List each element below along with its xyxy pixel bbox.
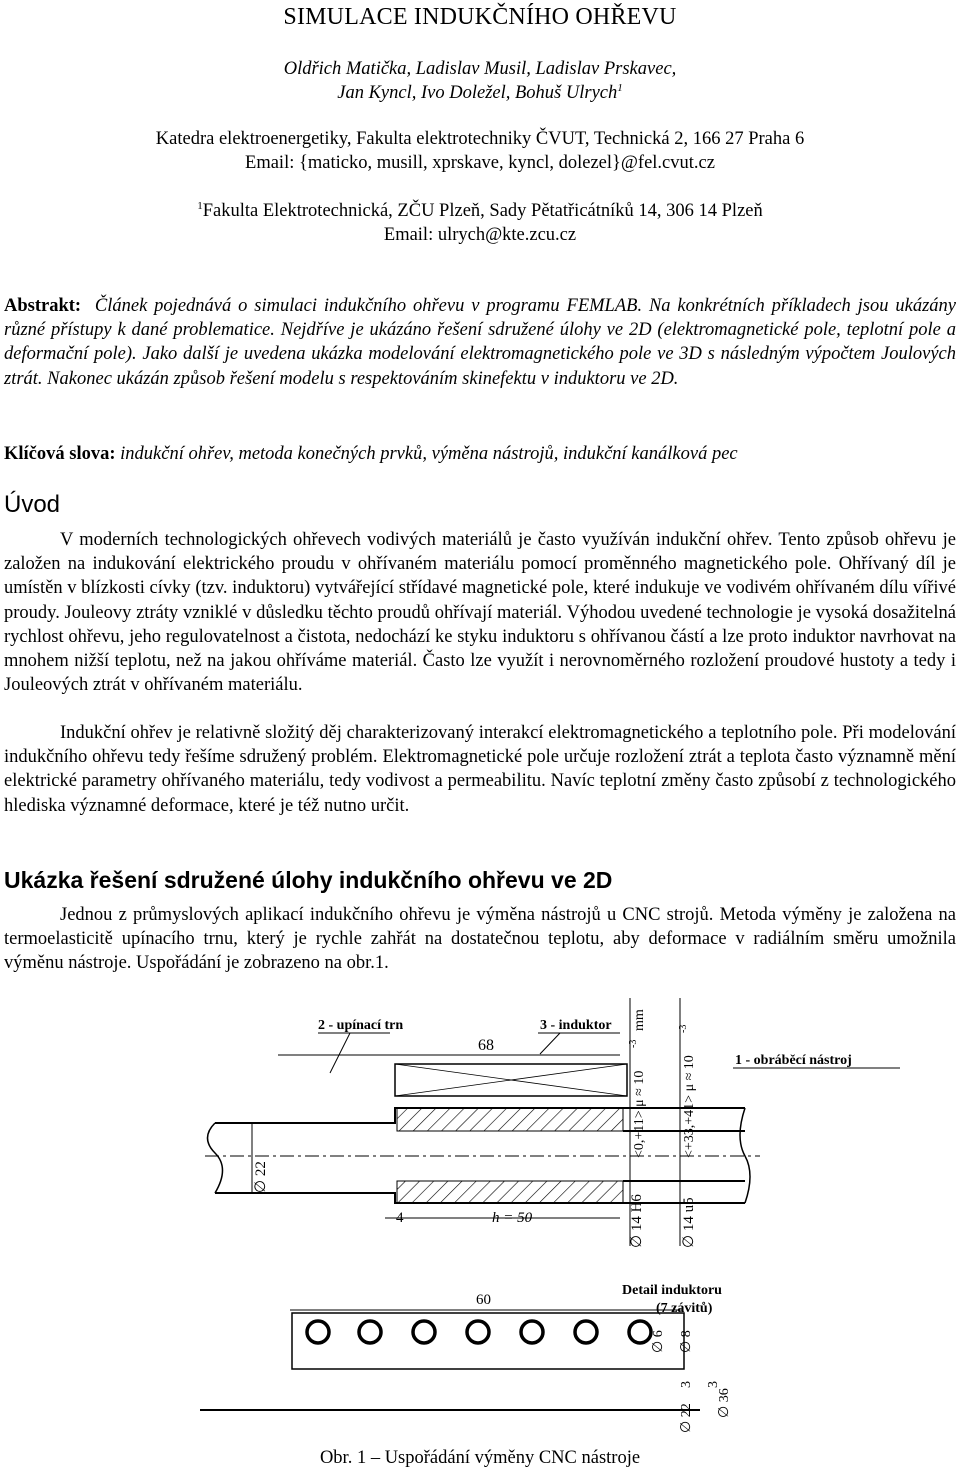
leader-trn-2 — [330, 1033, 350, 1073]
dim-14u5: ∅ 14 u5 — [681, 1197, 697, 1248]
affiliation-2-sup: 1 — [197, 199, 203, 212]
turn-2 — [359, 1321, 381, 1343]
abstract — [4, 294, 956, 391]
keywords-text: indukční ohřev, metoda konečných prvků, výměna nástrojů, indukční kanálková pec — [120, 444, 738, 464]
detail-turns — [307, 1321, 651, 1343]
dim-3b: 3 — [706, 1381, 721, 1388]
authors-sup: 1 — [617, 81, 623, 94]
authors — [0, 57, 960, 105]
affiliation-2 — [0, 199, 960, 247]
authors-line2: Jan Kyncl, Ivo Doležel, Bohuš Ulrych — [337, 83, 618, 103]
turn-3 — [413, 1321, 435, 1343]
tolerance-a-unit: mm — [632, 1009, 647, 1031]
tolerance-a — [628, 1009, 647, 1158]
keywords-label: Klíčová slova: — [4, 444, 116, 464]
dim-8: ∅ 8 — [679, 1330, 694, 1353]
detail-title: Detail induktoru — [622, 1283, 722, 1298]
turn-1 — [307, 1321, 329, 1343]
tolerance-a-exp: -3 — [628, 1039, 639, 1048]
dim-60: 60 — [476, 1292, 491, 1308]
turn-7 — [629, 1321, 651, 1343]
keywords — [4, 442, 956, 466]
mandrel-hatch-2 — [397, 1181, 623, 1203]
intro-paragraph-1: V moderních technologických ohřevech vodivých materiálů je často využíván indukční ohřev. Tento způsob ohřevu je založen na indukování elektrického proudu v ohřívaném materiálu pomocí proměnného magnetického pole. Ohřívaný díl je umístěn v blízkosti cívky (tzv. induktoru) vytvářející střídavé magnetické pole, které indukuje ve vodivém ohřívaném dílu vířivé proudy. Jouleovy ztráty vzniklé v důsledku těchto proudů ohřívají materiál. Výhodou uvedené technologie je vysoká dosažitelná rychlost ohřevu, jeho regulovatelnost a čistota, nedochází ke styku induktoru s ohřívanou částí a lze proto induktor navrhovat na mnohem nižší teplotu, než na jakou ohříváme materiál. Často lze využít i nerovnoměrného rozložení proudové hustoty a tedy i Jouleových ztrát v ohřívaném materiálu. — [4, 530, 956, 696]
label-induktor: 3 - induktor — [540, 1018, 612, 1033]
affiliation-2-email: Email: ulrych@kte.zcu.cz — [383, 225, 577, 245]
label-upinaci-trn: 2 - upínací trn — [318, 1018, 404, 1033]
label-nastroj: 1 - obráběcí nástroj — [735, 1053, 852, 1068]
paper-title: SIMULACE INDUKČNÍHO OHŘEVU — [283, 4, 677, 30]
dim-6: ∅ 6 — [651, 1330, 666, 1353]
affiliation-1-line1: Katedra elektroenergetiky, Fakulta elektrotechniky ČVUT, Technická 2, 166 27 Praha 6 — [155, 129, 805, 149]
figure-cnc-tool-change — [0, 978, 960, 1440]
leader-induktor-2 — [540, 1033, 560, 1054]
figure-caption: Obr. 1 – Uspořádání výměny CNC nástroje — [319, 1448, 641, 1468]
dim-68: 68 — [478, 1037, 494, 1054]
turn-5 — [521, 1321, 543, 1343]
abstract-label: Abstrakt: — [4, 296, 82, 316]
heading-intro: Úvod — [4, 491, 61, 518]
tolerance-b — [678, 1025, 697, 1158]
dim-h: h = 50 — [492, 1210, 533, 1226]
dim-36: ∅ 36 — [717, 1388, 732, 1418]
turn-6 — [575, 1321, 597, 1343]
section2-paragraph-1: Jednou z průmyslových aplikací indukčního ohřevu je výměna nástrojů u CNC strojů. Metoda výměny je založena na termoelasticitě upínacího trnu, který je rychle zahřát na dostatečnou teplotu, aby deformace v radiálním směru umožnila výměnu nástroje. Uspořádání je zobrazeno na obr.1. — [4, 905, 956, 974]
abstract-text: Článek pojednává o simulaci indukčního ohřevu v programu FEMLAB. Na konkrétních příkladech jsou ukázány různé přístupy k dané problematice. Nejdříve je ukázáno řešení sdružené úlohy ve 2D (elektromagnetické pole, teplotní pole a deformační pole). Jako další je uvedena ukázka modelování elektromagnetického pole ve 3D s následným výpočtem Joulových ztrát. Nakonec ukázán způsob řešení modelu s respektováním skinefektu v induktoru ve 2D. — [4, 296, 957, 389]
authors-line1: Oldřich Matička, Ladislav Musil, Ladislav Prskavec, — [283, 59, 677, 79]
detail-plate — [292, 1313, 684, 1369]
mandrel-break — [208, 1123, 223, 1193]
heading-section-2d: Ukázka řešení sdružené úlohy indukčního ohřevu ve 2D — [4, 867, 613, 893]
affiliation-1 — [0, 127, 960, 175]
affiliation-1-email: Email: {maticko, musill, xprskave, kyncl, dolezel}@fel.cvut.cz — [245, 153, 715, 173]
dim-22b: ∅ 22 — [679, 1403, 694, 1433]
dim-3a: 3 — [679, 1381, 694, 1388]
intro-paragraph-2: Indukční ohřev je relativně složitý děj charakterizovaný interakcí elektromagnetického a teplotního pole. Při modelování indukčního ohřevu tedy řešíme sdružený problém. Elektromagnetické pole určuje rozložení ztrát a teplota často významně mění elektrické parametry ohřívaného materiálu, tedy vodivost a permeabilitu. Navíc teplotní změny často způsobí z technologického hlediska významné deformace, které je též nutno určit. — [4, 723, 956, 816]
dim-22: ∅ 22 — [253, 1161, 269, 1193]
dim-14h6: ∅ 14 H6 — [629, 1194, 645, 1248]
tolerance-a-text: <0,+11> μ ≈ 10 — [632, 1070, 647, 1158]
tolerance-b-exp: -3 — [678, 1024, 689, 1033]
tolerance-b-text: <+33,+41> μ ≈ 10 — [682, 1055, 697, 1158]
detail-sub: (7 závitů) — [656, 1301, 713, 1316]
mandrel-hatch — [397, 1108, 623, 1131]
turn-4 — [467, 1321, 489, 1343]
dim-4: 4 — [396, 1210, 404, 1226]
affiliation-2-line1: Fakulta Elektrotechnická, ZČU Plzeň, Sady Pětatřicátníků 14, 306 14 Plzeň — [202, 201, 763, 221]
